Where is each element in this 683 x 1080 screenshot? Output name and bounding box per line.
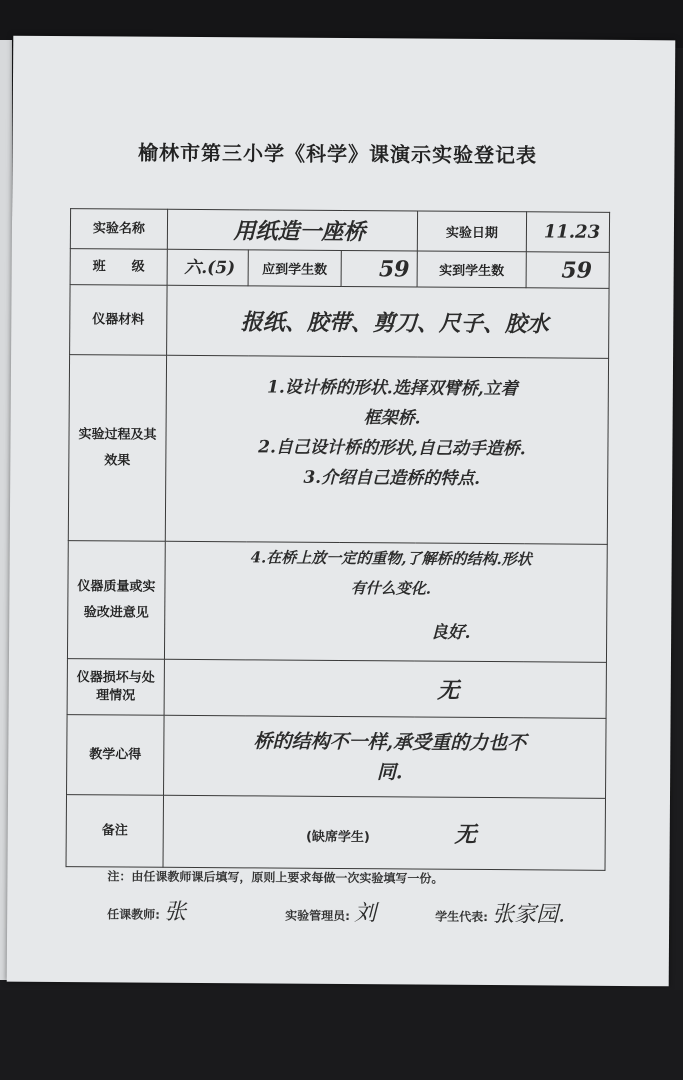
remarks-printed: (缺席学生): [305, 829, 370, 846]
label-materials: 仪器材料: [70, 285, 167, 356]
footer-note: 注：由任课教师课后填写，原则上要求每做一次实验填写一份。: [107, 869, 444, 886]
student-label: 学生代表:: [435, 909, 489, 925]
table-row: [67, 659, 606, 719]
process-line-overflow: 有什么变化.: [350, 579, 432, 598]
teacher-name: 张: [164, 899, 187, 925]
student-signature: [435, 897, 565, 929]
reflection-line: 桥的结构不一样,承受重的力也不: [253, 729, 527, 754]
manager-label: 实验管理员:: [285, 908, 351, 924]
table-row: [66, 795, 605, 871]
label-expected-students: 应到学生数: [248, 250, 341, 287]
label-remarks: 备注: [66, 795, 164, 868]
table-row: [70, 285, 609, 359]
value-materials: [167, 285, 609, 358]
handwritten-damage: 无: [437, 677, 460, 704]
handwritten-experiment-name: 用纸造一座桥: [233, 218, 366, 246]
handwritten-remarks: 无: [454, 821, 477, 848]
handwritten-quality: 良好.: [430, 622, 471, 643]
label-experiment-name: 实验名称: [70, 209, 167, 250]
table-row: [70, 249, 609, 289]
value-remarks: [163, 795, 605, 870]
table-row: [70, 209, 609, 253]
label-quality: 仪器质量或实验改进意见: [67, 541, 165, 660]
value-damage: [164, 659, 606, 718]
process-line: 1.设计桥的形状.选择双臂桥,立着: [266, 377, 518, 400]
value-reflection: [164, 715, 607, 798]
process-line: 框架桥.: [363, 408, 421, 429]
label-class: 班 级: [70, 249, 167, 286]
table-row: [67, 541, 607, 663]
form-title: 榆林市第三小学《科学》课演示实验登记表: [137, 140, 538, 168]
handwritten-expected-count: 59: [378, 255, 410, 282]
manager-name: 刘: [354, 901, 377, 927]
value-experiment-name: [167, 209, 417, 251]
student-name: 张家园.: [492, 902, 566, 928]
value-actual-students: [526, 252, 609, 289]
process-line-overflow: 4.在桥上放一定的重物,了解桥的结构.形状: [250, 548, 532, 569]
label-actual-students: 实到学生数: [417, 251, 526, 288]
label-experiment-date: 实验日期: [417, 211, 526, 252]
label-damage: 仪器损坏与处理情况: [67, 659, 164, 716]
value-quality: [164, 541, 607, 662]
handwritten-actual-count: 59: [561, 257, 593, 284]
teacher-signature: [107, 894, 186, 926]
reflection-line: 同.: [376, 760, 403, 783]
process-line: 3.介绍自己造桥的特点.: [303, 467, 481, 489]
handwritten-class: 六.(5): [184, 257, 236, 278]
label-process: 实验过程及其效果: [68, 355, 166, 542]
process-line: 2.自己设计桥的形状,自己动手造桥.: [258, 437, 526, 460]
label-reflection: 教学心得: [67, 715, 165, 796]
desk-background-bottom: [0, 990, 683, 1080]
manager-signature: [285, 896, 376, 928]
paper-sheet: [7, 36, 676, 987]
value-process: [165, 355, 608, 544]
handwritten-date: 11.23: [543, 221, 601, 243]
value-class: [167, 249, 248, 286]
table-row: [68, 355, 608, 545]
table-row: [67, 715, 607, 799]
teacher-label: 任课教师:: [107, 907, 161, 922]
handwritten-materials: 报纸、胶带、剪刀、尺子、胶水: [240, 309, 549, 338]
value-experiment-date: [526, 212, 609, 253]
registration-table: [66, 208, 611, 871]
value-expected-students: [341, 250, 417, 287]
